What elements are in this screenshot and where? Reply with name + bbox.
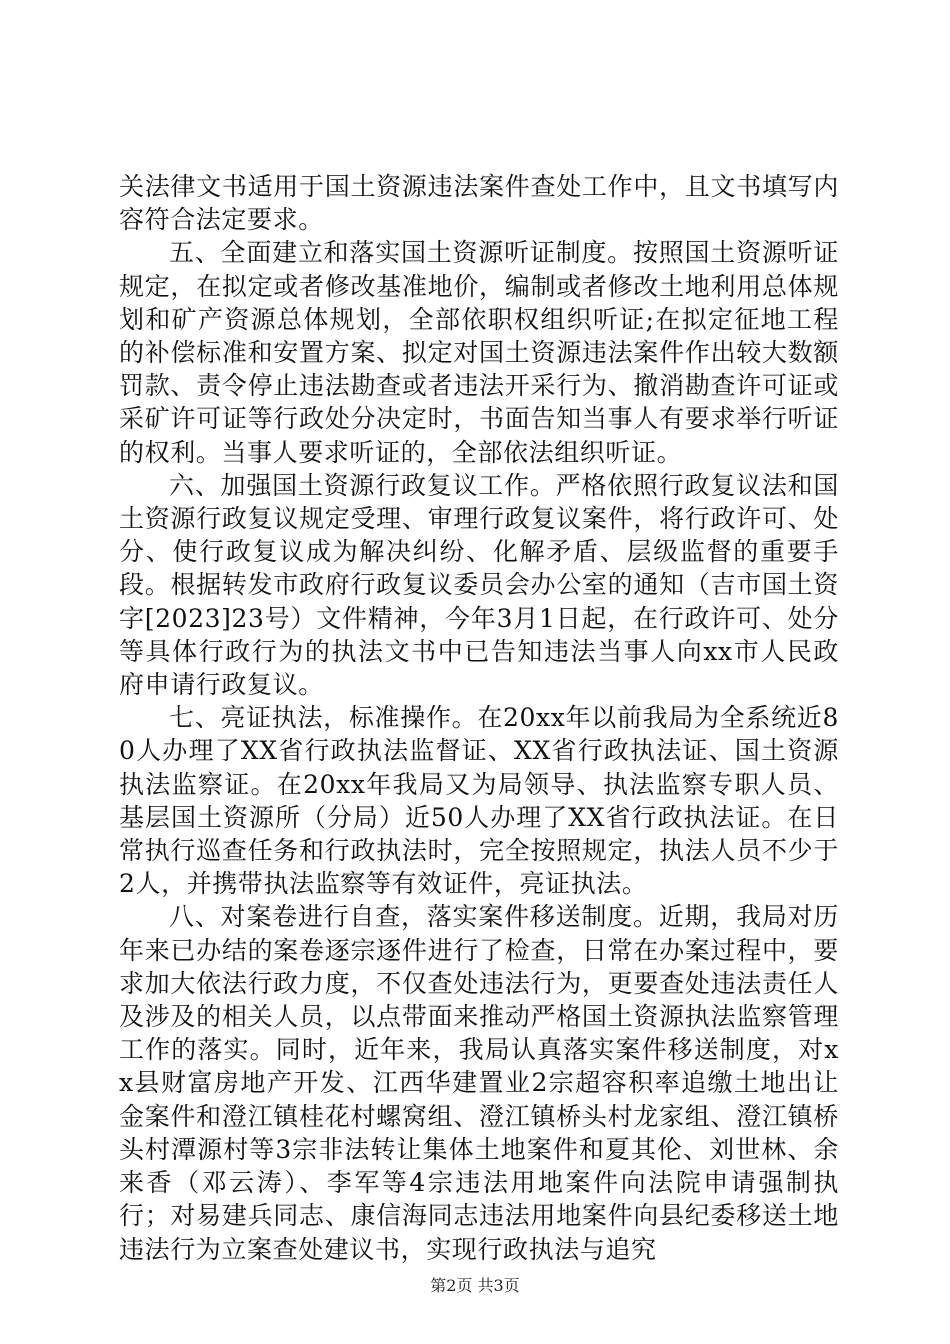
document-body (119, 170, 839, 1266)
page-number-footer: 第2页 共3页 (430, 1276, 520, 1295)
paragraph-section-6-review: 六、加强国土资源行政复议工作。严格依照行政复议法和国土资源行政复议规定受理、审理行政复议案件，将行政许可、处分、使行政复议成为解决纠纷、化解矛盾、层级监督的重要手段。根据转发市政府行政复议委员会办公室的通知（吉市国土资字[2023]23号）文件精神，今年3月1日起，在行政许可、处分等具体行政行为的执法文书中已告知违法当事人向xx市人民政府申请行政复议。 (119, 470, 839, 700)
paragraph-continuation: 关法律文书适用于国土资源违法案件查处工作中，且文书填写内容符合法定要求。 (119, 172, 839, 235)
paragraph-section-7-certificate: 七、亮证执法，标准操作。在20xx年以前我局为全系统近80人办理了XX省行政执法监督证、XX省行政执法证、国土资源执法监察证。在20xx年我局又为局领导、执法监察专职人员、基层国土资源所（分局）近50人办理了XX省行政执法证。在日常执行巡查任务和行政执法时，完全按照规定，执法人员不少于2人，并携带执法监察等有效证件，亮证执法。 (119, 703, 839, 899)
paragraph-section-5-hearing: 五、全面建立和落实国土资源听证制度。按照国土资源听证规定，在拟定或者修改基准地价，编制或者修改土地利用总体规划和矿产资源总体规划，全部依职权组织听证;在拟定征地工程的补偿标准和安置方案、拟定对国土资源违法案件作出较大数额罚款、责令停止违法勘查或者违法开采行为、撤消勘查许可证或采矿许可证等行政处分决定时，书面告知当事人有要求举行听证的权利。当事人要求听证的，全部依法组织听证。 (119, 238, 839, 467)
paragraph-section-8-case-transfer: 八、对案卷进行自查，落实案件移送制度。近期，我局对历年来已办结的案卷逐宗逐件进行了检查，日常在办案过程中，要求加大依法行政力度，不仅查处违法行为，更要查处违法责任人及涉及的相关人员，以点带面来推动严格国土资源执法监察管理工作的落实。同时，近年来，我局认真落实案件移送制度，对xx县财富房地产开发、江西华建置业2宗超容积率追缴土地出让金案件和澄江镇桂花村螺窝组、澄江镇桥头村龙家组、澄江镇桥头村潭源村等3宗非法转让集体土地案件和夏其伦、刘世林、余来香（邓云涛）、李军等4宗违法用地案件向法院申请强制执行；对易建兵同志、康信海同志违法用地案件向县纪委移送土地违法行为立案查处建议书，实现行政执法与追究 (119, 902, 839, 1264)
